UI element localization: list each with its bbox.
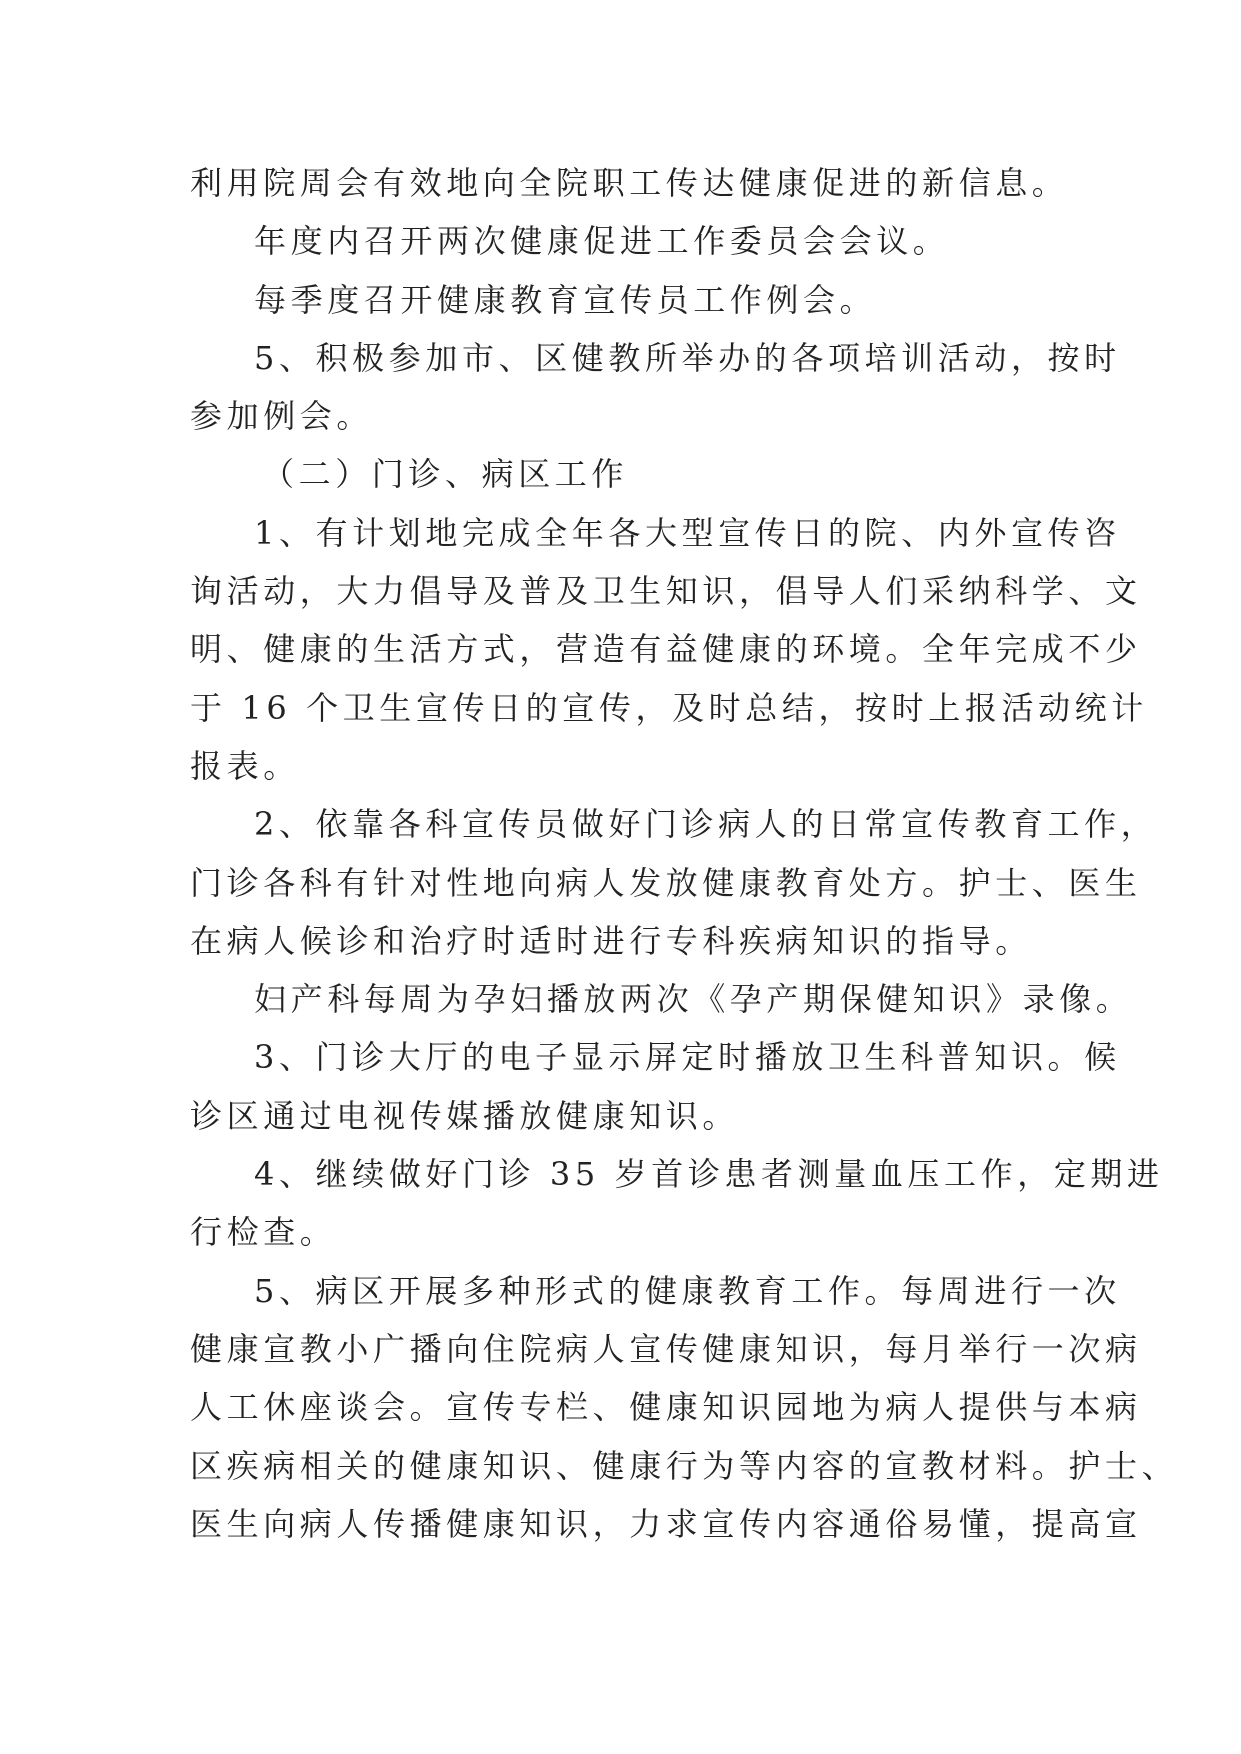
section-heading: （二）门诊、病区工作	[262, 455, 629, 494]
text-line: 利用院周会有效地向全院职工传达健康促进的新信息。	[190, 164, 1069, 202]
text-line: 明、健康的生活方式，营造有益健康的环境。全年完成不少	[190, 630, 1142, 669]
text-line: 人工休座谈会。宣传专栏、健康知识园地为病人提供与本病	[190, 1388, 1142, 1427]
text-line: 1、有计划地完成全年各大型宣传日的院、内外宣传咨	[254, 513, 1121, 552]
text-line: 区疾病相关的健康知识、健康行为等内容的宣教材料。护士、	[190, 1446, 1179, 1485]
text-line: 报表。	[190, 746, 300, 785]
text-line: 门诊各科有针对性地向病人发放健康教育处方。护士、医生	[190, 863, 1142, 902]
text-line: 询活动，大力倡导及普及卫生知识，倡导人们采纳科学、文	[190, 572, 1142, 611]
text-line: 健康宣教小广播向住院病人宣传健康知识，每月举行一次病	[190, 1329, 1142, 1368]
text-line: 年度内召开两次健康促进工作委员会会议。	[254, 222, 950, 261]
text-line: 在病人候诊和治疗时适时进行专科疾病知识的指导。	[190, 921, 1032, 960]
text-line: 4、继续做好门诊 35 岁首诊患者测量血压工作，定期进	[254, 1155, 1164, 1194]
text-line: 诊区通过电视传媒播放健康知识。	[190, 1096, 740, 1135]
text-line: 2、依靠各科宣传员做好门诊病人的日常宣传教育工作，	[254, 805, 1158, 844]
text-line: 参加例会。	[190, 397, 374, 436]
text-line: 于 16 个卫生宣传日的宣传，及时总结，按时上报活动统计	[190, 688, 1148, 727]
text-line: 5、积极参加市、区健教所举办的各项培训活动，按时	[254, 338, 1121, 377]
text-line: 妇产科每周为孕妇播放两次《孕产期保健知识》录像。	[254, 980, 1133, 1019]
text-line: 每季度召开健康教育宣传员工作例会。	[254, 280, 877, 319]
text-line: 5、病区开展多种形式的健康教育工作。每周进行一次	[254, 1271, 1121, 1310]
text-line: 医生向病人传播健康知识，力求宣传内容通俗易懂，提高宣	[190, 1504, 1142, 1543]
text-line: 3、门诊大厅的电子显示屏定时播放卫生科普知识。候	[254, 1038, 1121, 1077]
document-body	[190, 154, 1179, 1553]
text-line: 行检查。	[190, 1213, 337, 1252]
